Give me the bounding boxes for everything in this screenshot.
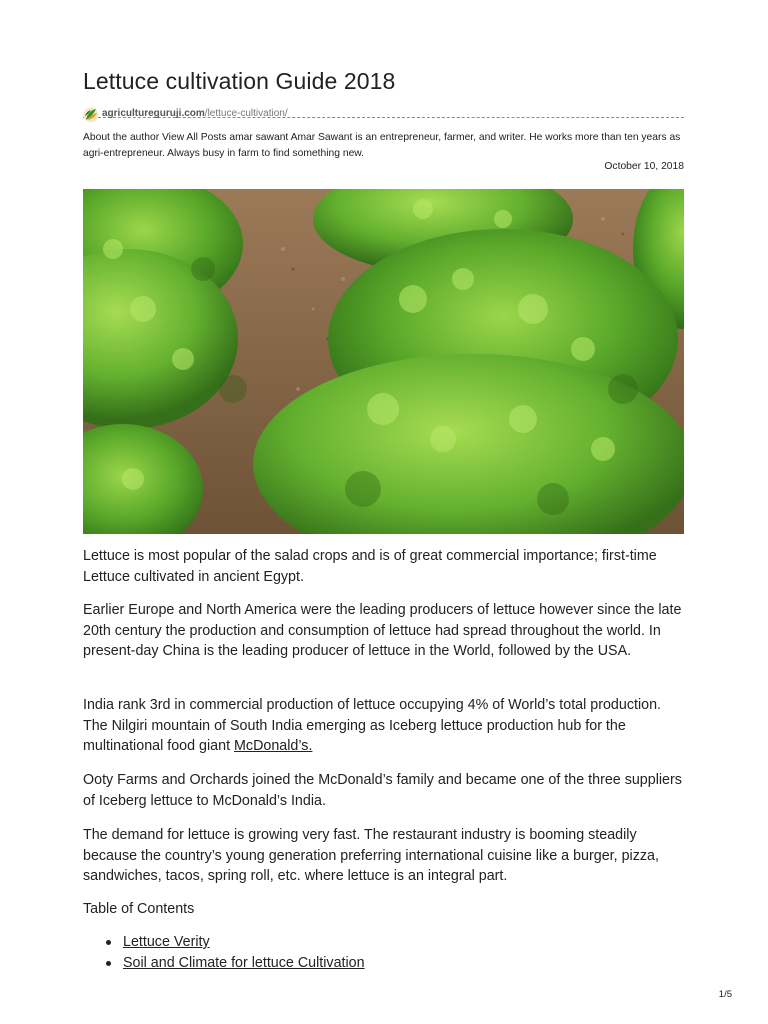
paragraph-2: Earlier Europe and North America were the leading producers of lettuce however since the late 20th century the production and consumption of lettuce had spread throughout the world. In present-day China is the leading producer of lettuce in the World, followed by the USA. bbox=[83, 602, 682, 659]
source-domain: agricultureguruji.com bbox=[102, 108, 205, 119]
publish-date: October 10, 2018 bbox=[604, 161, 684, 172]
mcdonalds-link[interactable]: McDonald’s. bbox=[234, 738, 313, 754]
bullet-icon bbox=[106, 961, 111, 966]
toc-item bbox=[83, 953, 365, 974]
article-title: Lettuce cultivation Guide 2018 bbox=[83, 68, 396, 94]
toc-link-soil-and-climate[interactable]: Soil and Climate for lettuce Cultivation bbox=[123, 955, 365, 971]
paragraph-3-text: India rank 3rd in commercial production of lettuce occupying 4% of World’s total production. The Nilgiri mountain of South India emerging as Iceberg lettuce production hub for the multinational food giant bbox=[83, 697, 662, 754]
paragraph-5: The demand for lettuce is growing very fast. The restaurant industry is booming steadily because the country’s young generation preferring international cuisine like a burger, pizza, sandwiches, tacos, spring roll, etc. where lettuce is an integral part. bbox=[83, 827, 659, 884]
paragraph-4: Ooty Farms and Orchards joined the McDonald’s family and became one of the three suppliers of Iceberg lettuce to McDonald’s India. bbox=[83, 772, 682, 809]
paragraph-1: Lettuce is most popular of the salad crops and is of great commercial importance; first-time Lettuce cultivated in ancient Egypt. bbox=[83, 548, 657, 585]
toc-heading: Table of Contents bbox=[83, 901, 195, 917]
source-bar bbox=[83, 100, 684, 118]
page-indicator: 1/5 bbox=[718, 989, 732, 1000]
bullet-icon bbox=[106, 940, 111, 945]
toc-item bbox=[83, 932, 365, 953]
source-path: /lettuce-cultivation/ bbox=[204, 108, 288, 119]
toc-link-lettuce-verity[interactable]: Lettuce Verity bbox=[123, 934, 210, 950]
table-of-contents bbox=[83, 932, 365, 974]
site-logo-icon bbox=[83, 107, 99, 123]
lettuce-field-image bbox=[83, 189, 684, 534]
source-url[interactable] bbox=[102, 108, 288, 119]
author-blurb: About the author View All Posts amar sawant Amar Sawant is an entrepreneur, farmer, and writer. He works more than ten years as agri-entrepreneur. Always busy in farm to find something new. bbox=[83, 132, 681, 159]
paragraph-3 bbox=[83, 695, 684, 757]
